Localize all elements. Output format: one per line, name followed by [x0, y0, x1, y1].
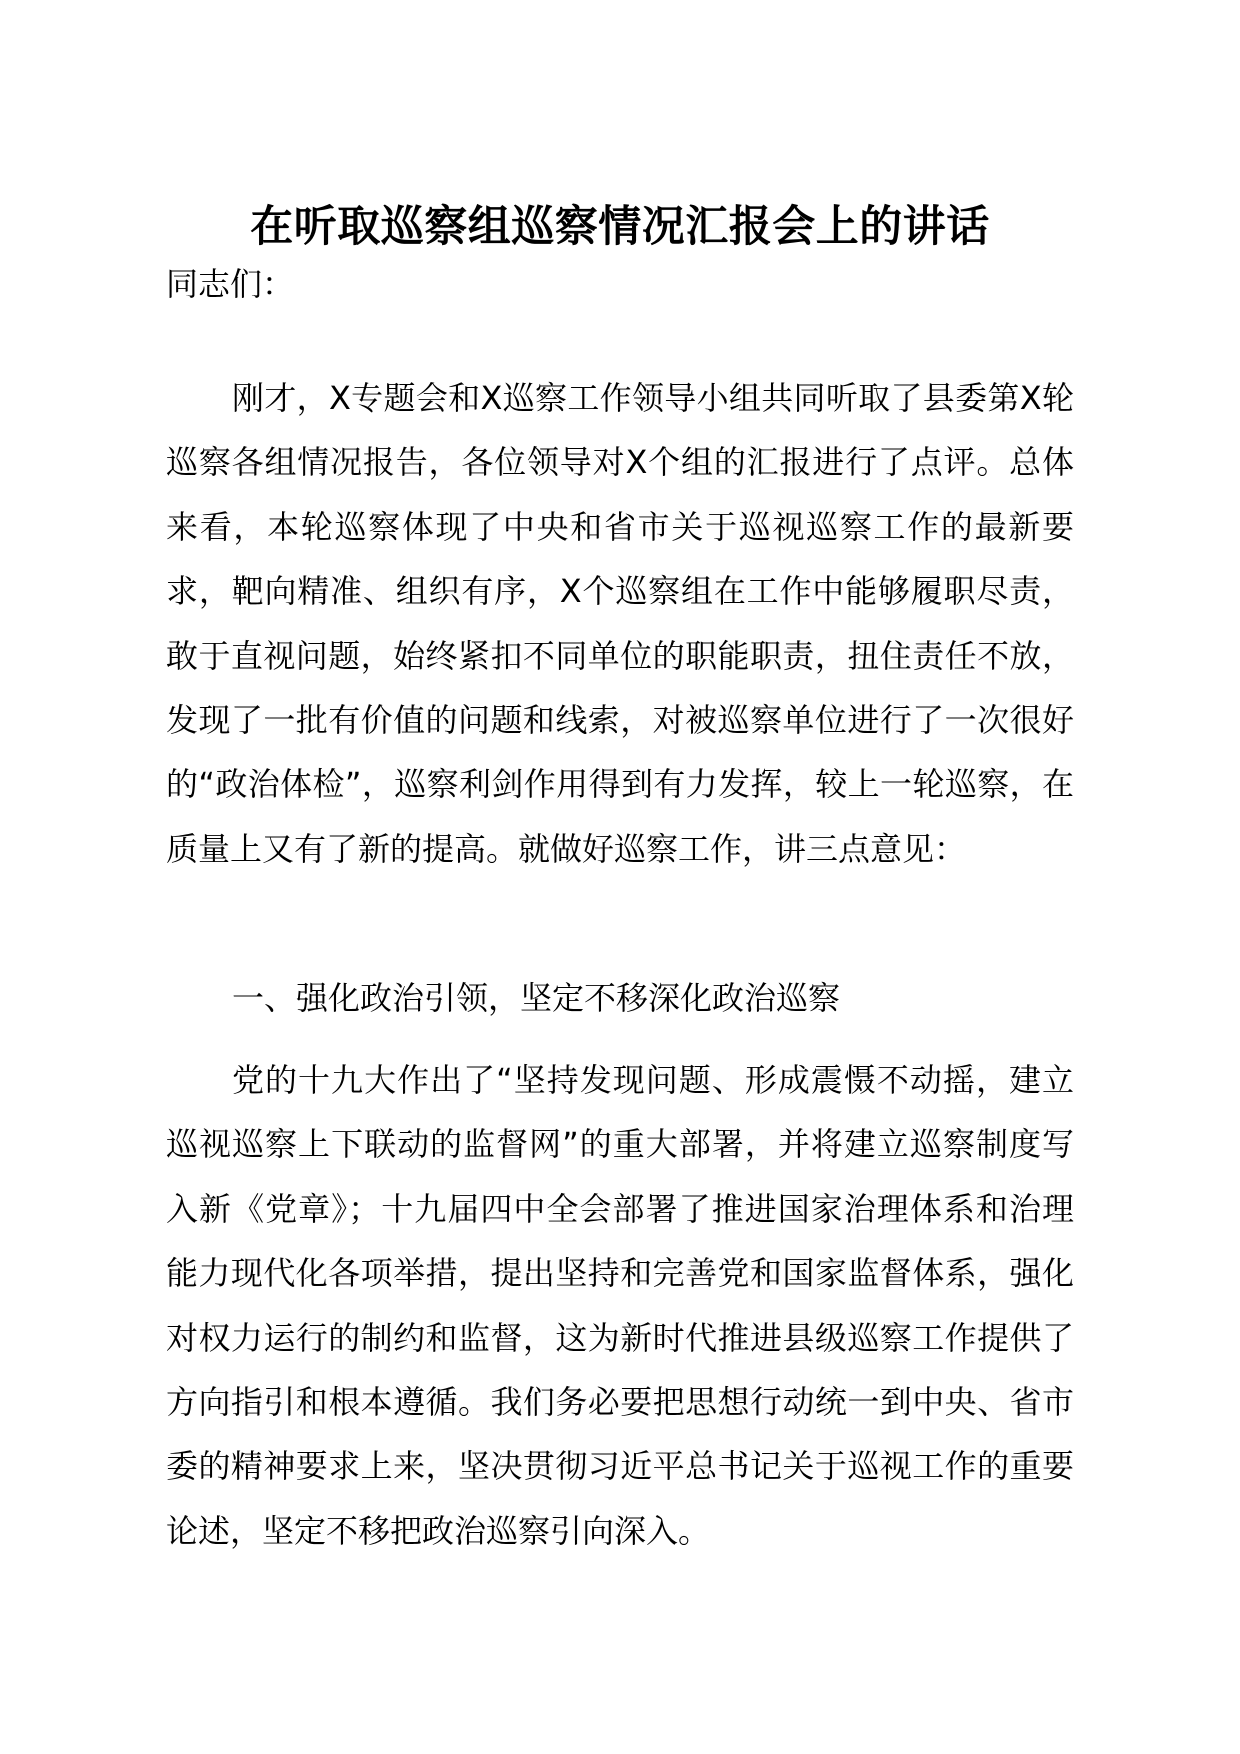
- document-title: 在听取巡察组巡察情况汇报会上的讲话: [250, 202, 990, 252]
- paragraph-2: 党的十九大作出了“坚持发现问题、形成震慑不动摇，建立巡视巡察上下联动的监督网”的重大部署，并将建立巡察制度写入新《党章》；十九届四中全会部署了推进国家治理体系和治理能力现代化各项举措，提出坚持和完善党和国家监督体系，强化对权力运行的制约和监督，这为新时代推进县级巡察工作提供了方向指引和根本遵循。我们务必要把思想行动统一到中央、省市委的精神要求上来，坚决贯彻习近平总书记关于巡视工作的重要论述，坚定不移把政治巡察引向深入。: [166, 1061, 1074, 1550]
- section-heading-1: 一、强化政治引领，坚定不移深化政治巡察: [232, 979, 841, 1017]
- paragraph-1: 刚才，X专题会和X巡察工作领导小组共同听取了县委第X轮巡察各组情况报告，各位领导对X个组的汇报进行了点评。总体来看，本轮巡察体现了中央和省市关于巡视巡察工作的最新要求，靶向精准、组织有序，X个巡察组在工作中能够履职尽责，敢于直视问题，始终紧扣不同单位的职能职责，扭住责任不放，发现了一批有价值的问题和线索，对被巡察单位进行了一次很好的“政治体检”，巡察利剑作用得到有力发挥，较上一轮巡察，在质量上又有了新的提高。就做好巡察工作，讲三点意见：: [166, 379, 1074, 868]
- salutation: 同志们：: [166, 265, 295, 303]
